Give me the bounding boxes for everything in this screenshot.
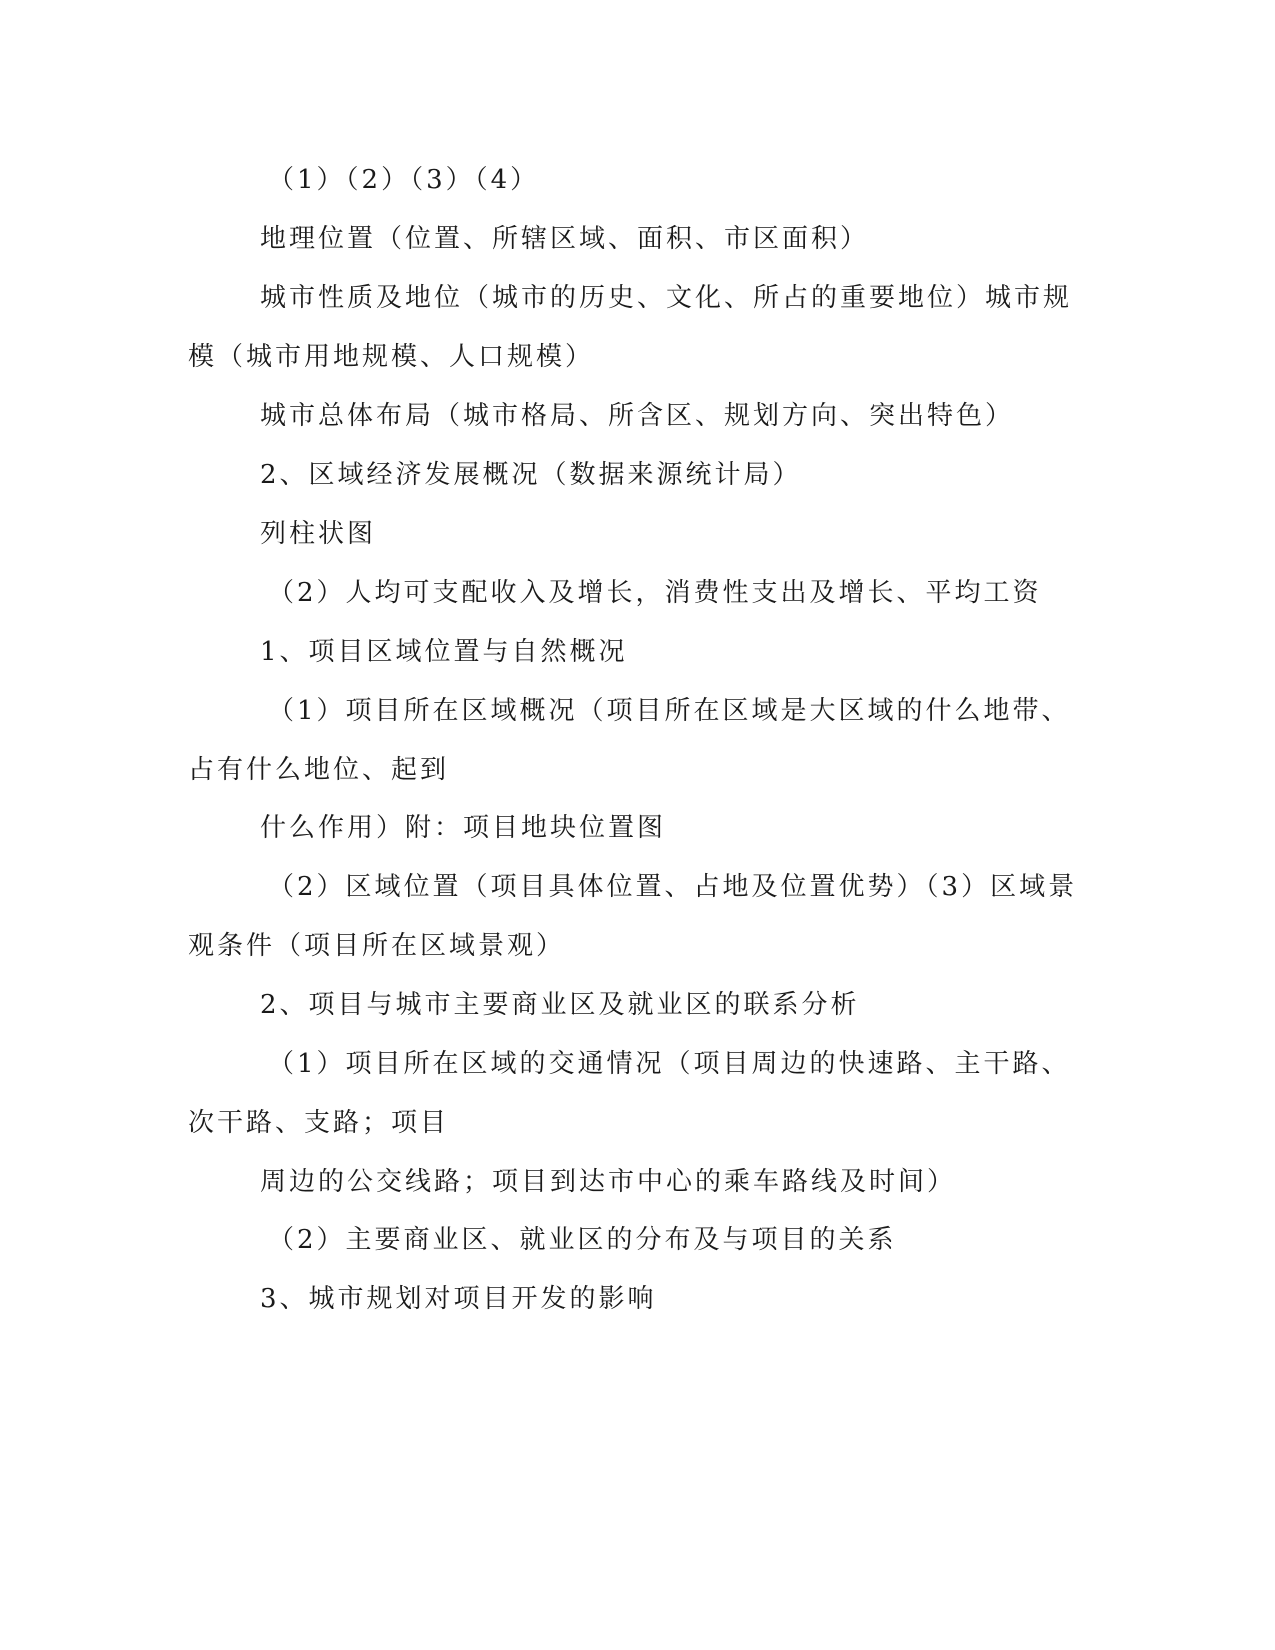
text-line-14: 观条件（项目所在区域景观） — [188, 931, 566, 961]
text-line-16: （1）项目所在区域的交通情况（项目周边的快速路、主干路、 — [268, 1049, 1071, 1079]
text-line-3: 城市性质及地位（城市的历史、文化、所占的重要地位）城市规 — [260, 283, 1073, 313]
text-line-5: 城市总体布局（城市格局、所含区、规划方向、突出特色） — [260, 401, 1015, 431]
text-line-4: 模（城市用地规模、人口规模） — [188, 342, 595, 372]
text-line-19: （2）主要商业区、就业区的分布及与项目的关系 — [268, 1225, 897, 1255]
text-line-1: （1）（2）（3）（4） — [268, 165, 540, 195]
text-line-13: （2）区域位置（项目具体位置、占地及位置优势）（3）区域景 — [268, 872, 1078, 902]
text-line-7: 列柱状图 — [260, 519, 377, 549]
text-line-2: 地理位置（位置、所辖区域、面积、市区面积） — [260, 224, 870, 254]
text-line-10: （1）项目所在区域概况（项目所在区域是大区域的什么地带、 — [268, 696, 1071, 726]
text-line-12: 什么作用）附：项目地块位置图 — [260, 813, 667, 843]
text-line-11: 占有什么地位、起到 — [188, 755, 450, 785]
text-line-6: 2、区域经济发展概况（数据来源统计局） — [260, 460, 802, 490]
text-line-9: 1、项目区域位置与自然概况 — [260, 637, 628, 667]
text-line-20: 3、城市规划对项目开发的影响 — [260, 1284, 657, 1314]
text-line-15: 2、项目与城市主要商业区及就业区的联系分析 — [260, 990, 860, 1020]
text-line-18: 周边的公交线路；项目到达市中心的乘车路线及时间） — [260, 1167, 957, 1197]
text-line-17: 次干路、支路；项目 — [188, 1108, 450, 1138]
text-line-8: （2）人均可支配收入及增长，消费性支出及增长、平均工资 — [268, 578, 1042, 608]
